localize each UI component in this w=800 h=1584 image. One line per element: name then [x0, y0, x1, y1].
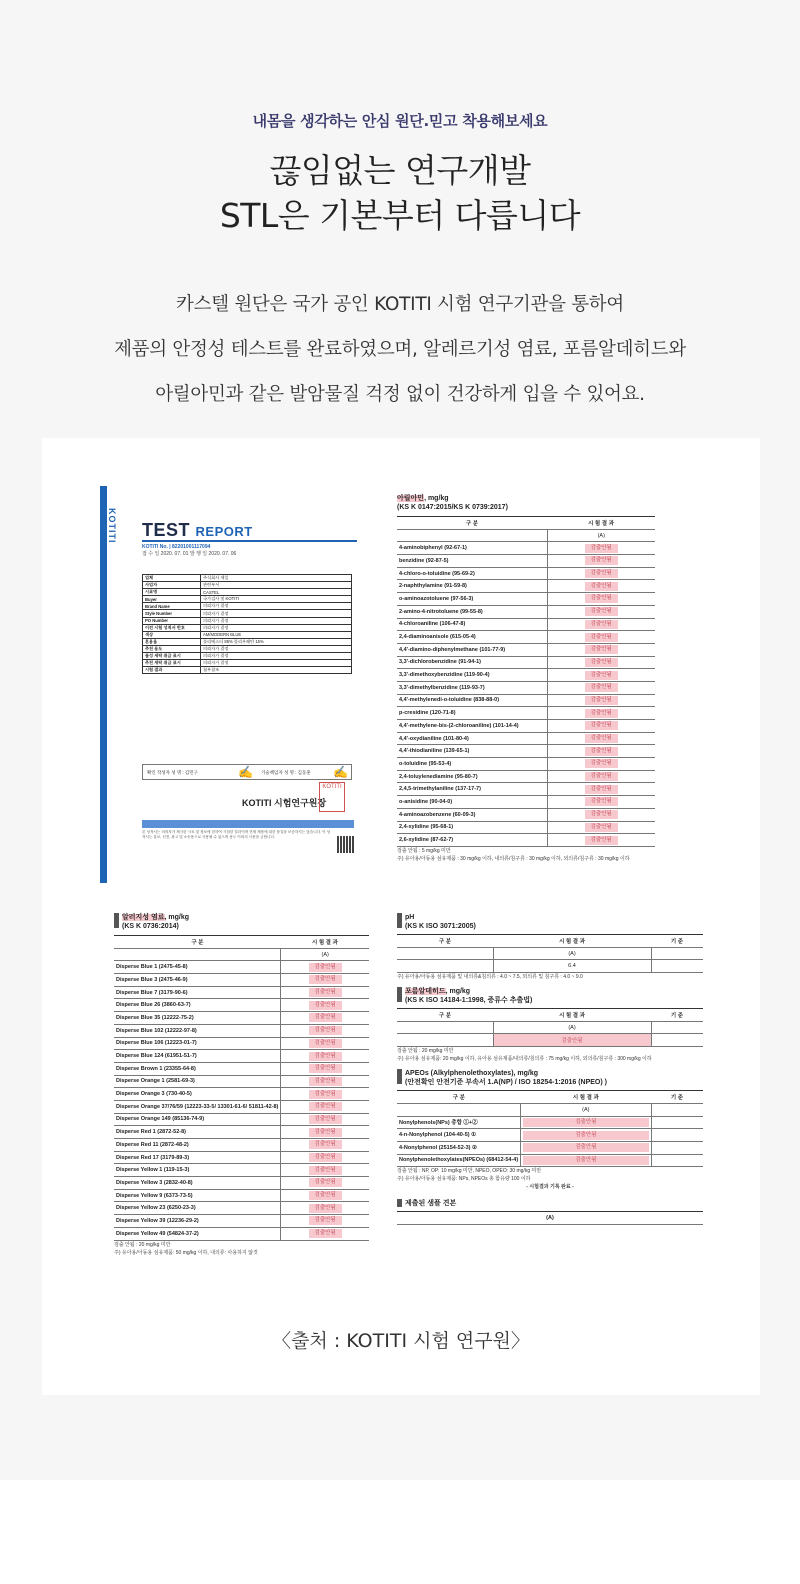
signature-box: 확인 작성자 성 명 : 김민구 ✍ 기술책임자 성 명 : 김동훈 ✍ [142, 764, 352, 780]
info-row [143, 575, 352, 582]
row-result [281, 1139, 369, 1152]
row-result [547, 618, 655, 631]
qr-code [337, 836, 354, 853]
apeo-note: 주) 유아용/아동용 섬유제품: NPs, NPEOs 총 함유량 100 이하 [397, 1176, 531, 1183]
table-row [114, 1088, 369, 1101]
table-row [397, 555, 655, 568]
result-badge: 검출안됨 [309, 1204, 342, 1213]
description-line-3: 아릴아민과 같은 발암물질 걱정 없이 건강하게 입을 수 있어요. [155, 384, 645, 405]
info-value: 첨부참조 [201, 667, 352, 674]
table-row [114, 986, 369, 999]
result-badge: 검출안됨 [309, 1191, 342, 1200]
report-title: TEST REPORT [142, 520, 253, 540]
table-row [397, 567, 655, 580]
report-info-table [142, 574, 352, 674]
row-label: 2,4-diaminoanisole (615-05-4) [397, 631, 547, 644]
info-value: 의뢰자가 결정 [201, 645, 352, 652]
info-row [143, 610, 352, 617]
table-row [397, 732, 655, 745]
row-result [547, 631, 655, 644]
row-label: Disperse Yellow 23 (6250-23-3) [114, 1202, 281, 1215]
result-badge: 검출안됨 [309, 1128, 342, 1137]
ph-formaldehyde-apeo-document [397, 913, 703, 1273]
row-label: 4-aminobiphenyl (92-67-1) [397, 542, 547, 555]
table-row [114, 1062, 369, 1075]
table-row [397, 758, 655, 771]
row-label: Disperse Blue 3 (2475-46-9) [114, 974, 281, 987]
row-result [281, 961, 369, 974]
row-label: 2,4-toluylenediamine (95-80-7) [397, 770, 547, 783]
bottom-whitespace [0, 1480, 800, 1584]
result-badge: 검출안됨 [585, 607, 618, 616]
table-row [114, 1177, 369, 1190]
table-row [397, 1129, 703, 1142]
table-row [397, 631, 655, 644]
result-badge: 검출안됨 [309, 1153, 342, 1162]
table-row [397, 593, 655, 606]
ph-value: 6.4 [493, 960, 651, 973]
result-badge: 검출안됨 [309, 1178, 342, 1187]
result-badge: 검출안됨 [523, 1156, 648, 1165]
result-badge: 검출안됨 [585, 671, 618, 680]
result-badge: 검출안됨 [309, 1001, 342, 1010]
table-row [397, 643, 655, 656]
info-key: 색상 [143, 631, 201, 638]
tagline: 내몸을 생각하는 안심 원단.믿고 착용해보세요 [252, 112, 548, 130]
row-label: 4-aminoazobenzene (60-09-3) [397, 808, 547, 821]
report-number: KOTITI No. | 82201001117094 접 수 일 2020. 07. 01 발 행 일 2020. 07. 06 [142, 544, 237, 557]
info-value: 국가검사 및 KOTITI [201, 596, 352, 603]
row-result [281, 1037, 369, 1050]
ph-title: pH (KS K ISO 3071:2005) [397, 913, 703, 931]
result-badge: 검출안됨 [585, 594, 618, 603]
result-badge: 검출안됨 [523, 1118, 648, 1127]
report-fine-print: 본 성적서는 의뢰자가 제시한 시료 및 정보에 한하여 시험한 결과이며 전체 제품에 대한 품질을 보증하지는 않습니다. 이 성적서는 홍보, 선전, 광고 및 소송용으로 사용될 수 없으며 용도 이외의 사용을 금합니다. [142, 830, 331, 839]
test-report-document [100, 486, 358, 883]
result-badge: 검출안됨 [585, 759, 618, 768]
table-row [114, 1024, 369, 1037]
result-badge: 검출안됨 [523, 1143, 648, 1152]
info-row [143, 603, 352, 610]
apeo-table: 구 분 시 험 결 과 기 준 (A) Nonylphenols(NPs) 총합 ①+② 검출안됨 4-n-Nonylphenol (104-40-5) ① 검출안됨 4-Nonylphenol (25154-52-3) ② 검출안됨 Nonylphenolethoxylates(NPEOs) (68412-54-4) 검출안됨 [397, 1090, 703, 1167]
info-value: AM/MODERN BLUE [201, 631, 352, 638]
row-result [547, 669, 655, 682]
row-label: 4-Nonylphenol (25154-52-3) ② [397, 1141, 521, 1154]
row-result [547, 732, 655, 745]
result-badge: 검출안됨 [585, 633, 618, 642]
arylamine-note: 주) 유아용/아동용 섬유제품 : 30 mg/kg 이하, 내의류/침구류 : 30 mg/kg 이하, 외의류/침구류 : 30 mg/kg 이하 [397, 855, 630, 862]
table-row [114, 1227, 369, 1240]
table-row [397, 1116, 703, 1129]
row-standard [651, 1154, 703, 1167]
info-row [143, 653, 352, 660]
table-row [114, 1202, 369, 1215]
result-badge: 검출안됨 [585, 747, 618, 756]
info-value: 폴리에스터 85% 폴리우레탄 15% [201, 638, 352, 645]
info-key: 혼용율 [143, 638, 201, 645]
info-row [143, 624, 352, 631]
info-row [143, 617, 352, 624]
row-label: Disperse Blue 102 (12222-97-8) [114, 1024, 281, 1037]
info-row [143, 596, 352, 603]
row-label: 3,3'-dimethylbenzidine (119-93-7) [397, 681, 547, 694]
row-result [547, 567, 655, 580]
table-row [397, 783, 655, 796]
info-value: 의뢰자가 결정 [201, 617, 352, 624]
result-badge: 검출안됨 [309, 1039, 342, 1048]
row-standard [651, 1141, 703, 1154]
table-row [397, 542, 655, 555]
row-label: 2,6-xylidine (87-62-7) [397, 834, 547, 847]
result-badge: 검출안됨 [309, 1026, 342, 1035]
info-key: 업체 [143, 575, 201, 582]
table-row [397, 681, 655, 694]
info-value: CASTEL [201, 589, 352, 596]
row-standard [651, 1129, 703, 1142]
info-value: 의뢰자가 결정 [201, 624, 352, 631]
row-result [521, 1129, 651, 1142]
table-row [114, 1164, 369, 1177]
table-row [114, 1037, 369, 1050]
row-result [281, 1227, 369, 1240]
row-label: Disperse Blue 124 (61951-51-7) [114, 1050, 281, 1063]
table-row [114, 1215, 369, 1228]
row-label: 4,4'-methylene-bis-(2-chloroaniline) (101-14-4) [397, 720, 547, 733]
row-label: o-toluidine (95-53-4) [397, 758, 547, 771]
institute-name: KOTITI 시험연구원장 [242, 798, 327, 808]
row-label: Disperse Orange 149 (85136-74-9) [114, 1113, 281, 1126]
row-result [547, 770, 655, 783]
ph-table: 구 분 시 험 결 과 기 준 (A) 6.4 [397, 934, 703, 973]
row-result [281, 1113, 369, 1126]
table-row [397, 618, 655, 631]
dye-table: 구 분 시 험 결 과 (A) Disperse Blue 1 (2475-45-8) 검출안됨 Disperse Blue 3 (2475-46-9) 검출안됨 Disperse Blue 7 (3179-90-6) 검출안됨 Disperse Blue 26 (3860-63-7) 검출안됨 Disperse Blue 35 (12222-75-2) 검출안됨 Disperse Blue 102 (12222-97-8) 검출안됨 Disperse Blue 106 (12223-01-7) 검출안됨 Disperse Blue 124 (61951-51-7) 검출안됨 Disperse Brown 1 (23355-64-8) 검출안됨 Disperse Orange 1 (2581-69-3) 검출안됨 Disperse Orange 3 (730-40-5) 검출안됨 Disperse Orange 37/76/59 (12223-33-5/ 13301-61-6/ 51811-42-8) 검출안됨 Disperse Orange 149 (85136-74-9) 검출안됨 Disperse Red 1 (2872-52-8) 검출안됨 Disperse Red 11 (2872-48-2) 검출안됨 Disperse Red 17 (3179-89-3) 검출안됨 Disperse Yellow 1 (119-15-3) 검출안됨 Disperse Yellow 3 (2832-40-8) 검출안됨 Disperse Yellow 9 (6373-73-5) 검출안됨 Disperse Yellow 23 (6250-23-3) 검출안됨 Disperse Yellow 39 (12236-29-2) 검출안됨 Disperse Yellow 49 (54824-37-2) 검출안됨 [114, 935, 369, 1241]
table-row [114, 1113, 369, 1126]
row-label: 4-n-Nonylphenol (104-40-5) ① [397, 1129, 521, 1142]
arylamine-title: 아릴아민, mg/kg (KS K 0147:2015/KS K 0739:2017) [397, 495, 508, 511]
result-badge: 검출안됨 [585, 582, 618, 591]
row-label: 2-amino-4-nitrotoluene (99-55-8) [397, 605, 547, 618]
info-key: Style Number [143, 610, 201, 617]
row-label: 3,3'-dichlorobenzidine (91-94-1) [397, 656, 547, 669]
result-badge: 검출안됨 [585, 836, 618, 845]
description-line-1: 카스텔 원단은 국가 공인 KOTITI 시험 연구기관을 통하여 [176, 294, 624, 315]
description [0, 282, 800, 417]
result-badge: 검출안됨 [309, 963, 342, 972]
result-badge: 검출안됨 [585, 696, 618, 705]
official-seal: KOTITI [319, 782, 345, 812]
result-badge: 검출안됨 [585, 772, 618, 781]
table-row [114, 1139, 369, 1152]
table-row [114, 1050, 369, 1063]
row-label: 4,4'-oxydianiline (101-80-4) [397, 732, 547, 745]
formaldehyde-title: 포름알데히드, mg/kg (KS K ISO 14184-1:1998, 증류수 추출법) [397, 987, 703, 1005]
row-label: Disperse Blue 7 (3179-90-6) [114, 986, 281, 999]
row-result [547, 643, 655, 656]
table-row [397, 745, 655, 758]
row-label: o-anisidine (90-04-0) [397, 796, 547, 809]
table-row [397, 1154, 703, 1167]
result-badge: 검출안됨 [585, 569, 618, 578]
info-key: 추천 용도 [143, 645, 201, 652]
result-badge: 검출안됨 [585, 734, 618, 743]
table-row [397, 808, 655, 821]
ph-note: 주) 유아용/아동용 섬유제품 및 내의류&침의류 : 4.0 ~ 7.5, 외의류 및 침구류 : 4.0 ~ 9.0 [397, 974, 583, 981]
arylamine-document [397, 494, 655, 874]
table-row [114, 1075, 369, 1088]
info-key: Brand Name [143, 603, 201, 610]
table-row [397, 821, 655, 834]
apeo-end: - 시험결과 기록 완료 - [526, 1184, 574, 1191]
row-result [521, 1116, 651, 1129]
row-result [547, 745, 655, 758]
submitted-sample-table: (A) [397, 1211, 703, 1225]
row-result [547, 783, 655, 796]
row-label: Disperse Blue 1 (2475-45-8) [114, 961, 281, 974]
apeo-title: APEOs (Alkylphenolethoxylates), mg/kg (안전확인 안전기준 부속서 1.A(NP) / ISO 18254-1:2016 (NPEO) ) [397, 1069, 703, 1087]
row-label: Disperse Yellow 1 (119-15-3) [114, 1164, 281, 1177]
result-badge: 검출안됨 [309, 1064, 342, 1073]
info-row [143, 582, 352, 589]
row-result [547, 555, 655, 568]
row-result [281, 1151, 369, 1164]
result-badge: 검출안됨 [309, 1216, 342, 1225]
info-value: 관련부서 [201, 582, 352, 589]
row-label: 4-chloroaniline (106-47-8) [397, 618, 547, 631]
row-result [547, 758, 655, 771]
table-row [114, 974, 369, 987]
row-result [281, 1164, 369, 1177]
info-value: 의뢰자가 결정 [201, 653, 352, 660]
row-result [281, 1062, 369, 1075]
table-row [397, 694, 655, 707]
row-result [521, 1154, 651, 1167]
result-badge: 검출안됨 [585, 823, 618, 832]
row-label: Disperse Yellow 3 (2832-40-8) [114, 1177, 281, 1190]
row-label: Disperse Blue 26 (3860-63-7) [114, 999, 281, 1012]
row-label: Disperse Orange 37/76/59 (12223-33-5/ 13301-61-6/ 51811-42-8) [114, 1100, 281, 1113]
title-underline [142, 540, 357, 542]
row-label: 2-naphthylamine (91-59-8) [397, 580, 547, 593]
dye-title: 알러지성 염료, mg/kg (KS K 0736:2014) [114, 913, 369, 931]
report-footer-bar [142, 820, 354, 828]
formaldehyde-table: 구 분 시 험 결 과 기 준 (A) 검출안됨 [397, 1008, 703, 1047]
row-label: 2,4,5-trimethylaniline (137-17-7) [397, 783, 547, 796]
row-label: Disperse Blue 35 (12222-75-2) [114, 1012, 281, 1025]
table-row [114, 1189, 369, 1202]
info-key: Buyer [143, 596, 201, 603]
arylamine-table: 구 분 시 험 결 과 (A) 4-aminobiphenyl (92-67-1) 검출안됨 benzidine (92-87-5) 검출안됨 4-chloro-o-toluidine (95-69-2) 검출안됨 2-naphthylamine (91-59-8) 검출안됨 o-aminoazotoluene (97-56-3) 검출안됨 2-amino-4-nitrotoluene (99-55-8) 검출안됨 4-chloroaniline (106-47-8) 검출안됨 2,4-diaminoanisole (615-05-4) 검출안됨 4,4'-diamino-diphenylmethane (101-77-9) 검출안됨 3,3'-dichlorobenzidine (91-94-1) 검출안됨 3,3'-dimethoxybenzidine (119-90-4) 검출안됨 3,3'-dimethylbenzidine (119-93-7) 검출안됨 4,4'-methylenedi-o-toluidine (838-88-0) 검출안됨 p-cresidine (120-71-8) 검출안됨 4,4'-methylene-bis-(2-chloroaniline) (101-14-4) 검출안됨 4,4'-oxydianiline (101-80-4) 검출안됨 4,4'-thiodianiline (139-65-1) 검출안됨 o-toluidine (95-53-4) 검출안됨 2,4-toluylenediamine (95-80-7) 검출안됨 2,4,5-trimethylaniline (137-17-7) 검출안됨 o-anisidine (90-04-0) 검출안됨 4-aminoazobenzene (60-09-3) 검출안됨 2,4-xylidine (95-68-1) 검출안됨 2,6-xylidine (87-62-7) 검출안됨 [397, 516, 655, 847]
info-key: 시험 결과 [143, 667, 201, 674]
row-label: o-aminoazotoluene (97-56-3) [397, 593, 547, 606]
table-row [397, 669, 655, 682]
row-result [281, 1202, 369, 1215]
row-result [547, 593, 655, 606]
dye-limit: 검출 안됨 : 20 mg/kg 미만 [114, 1241, 171, 1248]
dye-document [114, 913, 369, 1273]
table-row [397, 720, 655, 733]
row-label: benzidine (92-87-5) [397, 555, 547, 568]
result-badge: 검출안됨 [585, 683, 618, 692]
result-badge: 검출안됨 [585, 797, 618, 806]
info-row [143, 645, 352, 652]
table-row [397, 834, 655, 847]
info-value: 의뢰자가 결정 [201, 610, 352, 617]
result-badge: 검출안됨 [309, 988, 342, 997]
result-badge: 검출안됨 [309, 1102, 342, 1111]
table-row [114, 1126, 369, 1139]
description-line-2: 제품의 안정성 테스트를 완료하였으며, 알레르기성 염료, 포름알데히드와 [114, 339, 686, 360]
formaldehyde-limit: 검출 안됨 : 20 mg/kg 미만 [397, 1048, 454, 1055]
row-label: 2,4-xylidine (95-68-1) [397, 821, 547, 834]
row-result [281, 1075, 369, 1088]
result-badge: 검출안됨 [309, 1115, 342, 1124]
table-row [114, 1012, 369, 1025]
row-result [547, 694, 655, 707]
row-label: Disperse Red 11 (2872-48-2) [114, 1139, 281, 1152]
headline [0, 148, 800, 238]
info-key: PO Number [143, 617, 201, 624]
row-result [281, 1012, 369, 1025]
headline-line-2: STL은 기본부터 다릅니다 [219, 196, 581, 235]
row-label: Disperse Yellow 39 (12236-29-2) [114, 1215, 281, 1228]
table-row [397, 605, 655, 618]
row-result [547, 681, 655, 694]
info-value: 의뢰자가 결정 [201, 660, 352, 667]
row-result [547, 542, 655, 555]
info-row [143, 638, 352, 645]
info-key: 이전 시험 성적서 번호 [143, 624, 201, 631]
table-row [114, 999, 369, 1012]
arylamine-limit: 검출 안됨 : 5 mg/kg 미만 [397, 847, 451, 854]
dye-note: 주) 유아용/아동용 섬유제품: 50 mg/kg 이하, 내의류: 사용하지 않것 [114, 1249, 258, 1256]
row-result [547, 720, 655, 733]
apeo-limit: 검출 안됨 : NP, OP: 10 mg/kg 미만, NPEO, OPEO: 30 mg/kg 미만 [397, 1168, 542, 1175]
row-result [281, 986, 369, 999]
row-label: Nonylphenols(NPs) 총합 ①+② [397, 1116, 521, 1129]
result-badge: 검출안됨 [585, 544, 618, 553]
result-badge: 검출안됨 [585, 620, 618, 629]
info-value: 의뢰자가 결정 [201, 603, 352, 610]
row-label: Disperse Orange 3 (730-40-5) [114, 1088, 281, 1101]
row-result [281, 1177, 369, 1190]
row-result [281, 1126, 369, 1139]
result-badge: 검출안됨 [585, 556, 618, 565]
row-label: 4,4'-diamino-diphenylmethane (101-77-9) [397, 643, 547, 656]
result-badge: 검출안됨 [585, 645, 618, 654]
result-badge: 검출안됨 [309, 1052, 342, 1061]
row-result [547, 707, 655, 720]
table-row [397, 707, 655, 720]
row-result [281, 1088, 369, 1101]
result-badge: 검출안됨 [585, 721, 618, 730]
table-row [397, 580, 655, 593]
row-label: Disperse Blue 106 (12223-01-7) [114, 1037, 281, 1050]
row-result [521, 1141, 651, 1154]
table-row [114, 961, 369, 974]
row-result [547, 834, 655, 847]
result-badge: 검출안됨 [523, 1131, 648, 1140]
row-label: Disperse Orange 1 (2581-69-3) [114, 1075, 281, 1088]
source-caption: 〈출처 : KOTITI 시험 연구원〉 [272, 1330, 530, 1352]
row-standard [651, 1116, 703, 1129]
result-badge: 검출안됨 [309, 1090, 342, 1099]
row-label: 4,4'-thiodianiline (139-65-1) [397, 745, 547, 758]
result-badge: 검출안됨 [309, 1077, 342, 1086]
result-badge: 검출안됨 [585, 785, 618, 794]
result-badge: 검출안됨 [309, 1140, 342, 1149]
row-result [547, 605, 655, 618]
row-result [281, 1100, 369, 1113]
submitted-sample-title: 제출된 샘플 견본 [397, 1199, 703, 1208]
certificate-panel [42, 438, 760, 1395]
result-badge: 검출안됨 [585, 658, 618, 667]
result-badge: 검출안됨 [585, 709, 618, 718]
result-badge: 검출안됨 [585, 810, 618, 819]
info-key: 추천 세탁 취급 표시 [143, 660, 201, 667]
result-badge: 검출안됨 [309, 1229, 342, 1238]
row-label: Disperse Brown 1 (23355-64-8) [114, 1062, 281, 1075]
row-label: Disperse Yellow 9 (6373-73-5) [114, 1189, 281, 1202]
row-label: Nonylphenolethoxylates(NPEOs) (68412-54-4) [397, 1154, 521, 1167]
row-result [547, 808, 655, 821]
info-key: 사업자 [143, 582, 201, 589]
row-label: Disperse Red 1 (2872-52-8) [114, 1126, 281, 1139]
kotiti-side-logo: KOTITI [107, 508, 117, 544]
result-badge: 검출안됨 [309, 975, 342, 984]
info-value: 주식회사 제일 [201, 575, 352, 582]
row-label: 4,4'-methylenedi-o-toluidine (838-88-0) [397, 694, 547, 707]
row-label: p-cresidine (120-71-8) [397, 707, 547, 720]
row-result [547, 796, 655, 809]
result-badge: 검출안됨 [309, 1166, 342, 1175]
table-row [397, 656, 655, 669]
row-result [281, 1215, 369, 1228]
table-row [114, 1151, 369, 1164]
row-result [281, 1024, 369, 1037]
formaldehyde-note: 주) 유아용 섬유제품: 20 mg/kg 이하, 유아용 섬유제품/내의류/침의류 : 75 mg/kg 이하, 외의류/침구류 : 300 mg/kg 이하 [397, 1056, 652, 1063]
row-label: Disperse Red 17 (3179-89-3) [114, 1151, 281, 1164]
row-result [547, 580, 655, 593]
row-result [281, 974, 369, 987]
info-row [143, 660, 352, 667]
row-label: 4-chloro-o-toluidine (95-69-2) [397, 567, 547, 580]
row-result [281, 1189, 369, 1202]
row-label: Disperse Yellow 49 (54824-37-2) [114, 1227, 281, 1240]
row-result [547, 656, 655, 669]
result-badge: 검출안됨 [309, 1013, 342, 1022]
table-row [114, 1100, 369, 1113]
row-label: 3,3'-dimethoxybenzidine (119-90-4) [397, 669, 547, 682]
info-row [143, 589, 352, 596]
info-row [143, 667, 352, 674]
info-key: 물성 세탁 취급 표시 [143, 653, 201, 660]
row-result [547, 821, 655, 834]
row-result [281, 1050, 369, 1063]
table-row [397, 796, 655, 809]
info-key: 시료명 [143, 589, 201, 596]
row-result [281, 999, 369, 1012]
headline-line-1: 끊임없는 연구개발 [269, 151, 531, 190]
table-row [397, 1141, 703, 1154]
table-row [397, 770, 655, 783]
info-row [143, 631, 352, 638]
